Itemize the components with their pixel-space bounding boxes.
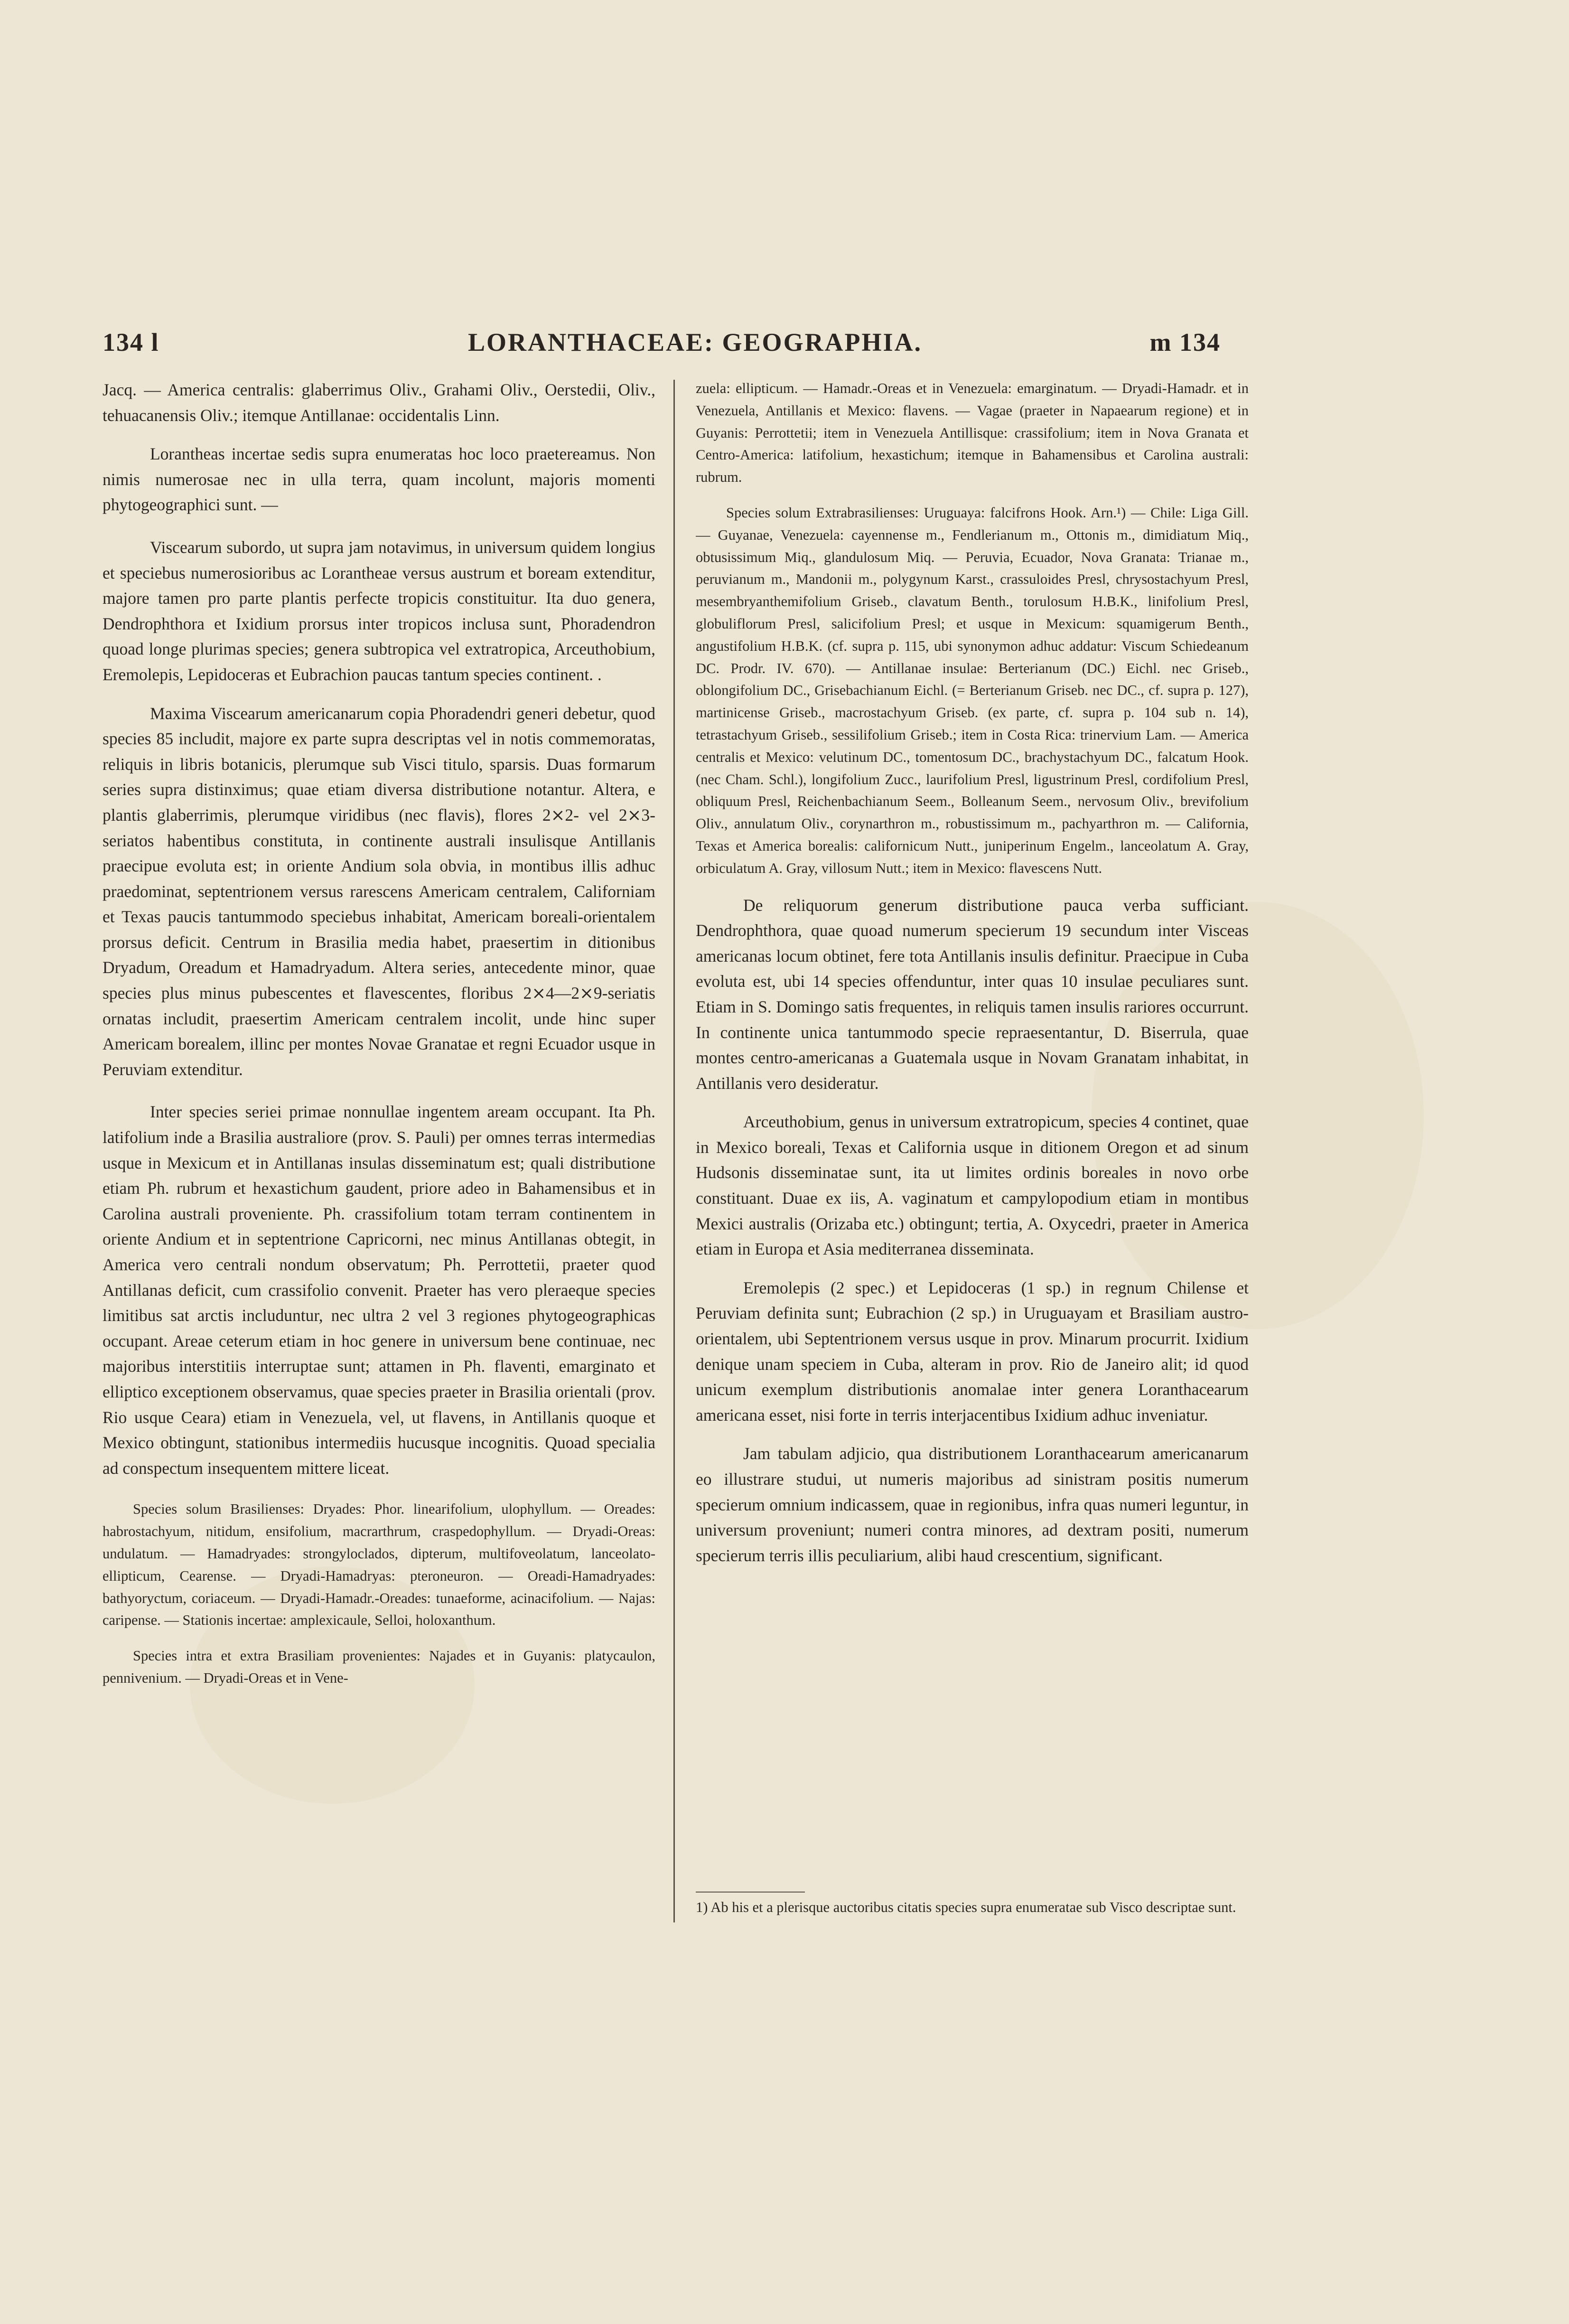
page-number-right: m 134 xyxy=(1149,328,1221,356)
footnote-rule xyxy=(696,1892,805,1893)
species-list: zuela: ellipticum. — Hamadr.-Oreas et in Venezuela: emarginatum. — Dryadi-Hamadr. et in Venezuela, Antillanis et Mexico: flavens. — Vagae (praeter in Napaearum regione) et in Guyanis: Perrottetii; item in Venezuela Antillisque: crassifolium; item in Nova Granata et Centro-America: latifolium, hexastichum; itemque in Bahamensibus et Carolina australi: rubrum. xyxy=(696,380,1249,486)
running-header xyxy=(103,328,1221,365)
paragraph: De reliquorum generum distributione pauca verba sufficiant. Dendrophthora, quae quoad numerum specierum 19 secundum inter Visceas americanas locum obtinet, fere tota Antillanis insulis definitur. Praecipue in Cuba evoluta est, ubi 14 species offenduntur, inter quas 10 insulae peculiares sunt. Etiam in S. Domingo satis frequentes, in reliquis tamen insulis rariores occurrunt. In continente unica tantummodo specie repraesentantur, D. Biserrula, quae montes centro-americanas a Guatemala usque in Novam Granatam inhabitat, in Antillanis vero desideratur. xyxy=(696,895,1249,1093)
page-title: LORANTHACEAE: GEOGRAPHIA. xyxy=(468,328,923,356)
paragraph: Arceuthobium, genus in universum extratropicum, species 4 continet, quae in Mexico boreali, Texas et California usque in ditionem Oregon et ad sinum Hudsonis disseminatae sunt, ita ut limites ordinis boreales in novo orbe constituant. Duae ex iis, A. vaginatum et campylopodium etiam in montibus Mexici australis (Orizaba etc.) obtingunt; tertia, A. Oxycedri, praeter in America etiam in Europa et Asia mediterranea disseminata. xyxy=(696,1112,1249,1259)
paragraph: Maxima Viscearum americanarum copia Phoradendri generi debetur, quod species 85 includit, majore ex parte supra descriptas vel in notis commemoratas, reliquis in libris botanicis, plerumque sub Visci titulo, sparsis. Duas formarum series supra distinximus; quae etiam diversa distributione notantur. Altera, e plantis glaberrimis, plerumque viridibus (nec flavis), flores 2⨯2- vel 2⨯3-seriatos habentibus constituta, in continente australi insulisque Antillanis praecipue evoluta est; in oriente Andium sola obvia, in montibus illis adhuc praedominat, septentrionem versus rarescens Americam centralem, Californiam et Texas paucis tantummodo speciebus inhabitat, Americam boreali-orientalem prorsus deficit. Centrum in Brasilia media habet, praesertim in ditionibus Dryadum, Oreadum et Hamadryadum. Altera series, antecedente minor, quae species plus minus pubescentes et flavescentes, floribus 2⨯4—2⨯9-seriatis ornatas includit, praesertim Americam centralem incolit, unde hinc super Americam borealem, illinc per montes Novae Granatae et regni Ecuador usque in Peruviam extenditur. xyxy=(103,703,655,1079)
paragraph: Lorantheas incertae sedis supra enumeratas hoc loco praetereamus. Non nimis numerosae nec in ulla terra, quam incolunt, majoris momenti phytogeographici sunt. — xyxy=(103,444,655,515)
species-list: Species intra et extra Brasiliam provenientes: Najades et in Guyanis: platycaulon, pennivenium. — Dryadi-Oreas et in Vene- xyxy=(103,1648,655,1686)
paragraph: Viscearum subordo, ut supra jam notavimus, in universum quidem longius et speciebus numerosioribus ac Lorantheae versus austrum et boream extenditur, majore tamen pro parte plantis perfecte tropicis constituitur. Ita duo genera, Dendrophthora et Ixidium prorsus inter tropicos inclusa sunt, Phoradendron quoad longe plurimas species; genera subtropica vel extratropica, Arceuthobium, Eremolepis, Lepidoceras et Eubrachion paucas tantum species continent. . xyxy=(103,537,655,684)
paragraph: Jam tabulam adjicio, qua distributionem Loranthacearum americanarum eo illustrare studui, ut numeris majoribus ad sinistram positis numerum specierum omnium indicassem, quae in regionibus, infra quas numeri leguntur, in universum proveniunt; numeri contra minores, ad dextram positi, numerum specierum terris illis peculiarium, alibi haud crescentium, significant. xyxy=(696,1444,1249,1565)
paragraph: Inter species seriei primae nonnullae ingentem aream occupant. Ita Ph. latifolium inde a Brasilia australiore (prov. S. Pauli) per omnes terras intermedias usque in Mexicum et in Antillanas insulas disseminatum est; quali distributione etiam Ph. rubrum et hexastichum gaudent, priore adeo in Bahamensibus et in Carolina australi proveniente. Ph. crassifolium totam terram continentem in oriente Andium et in septentrione Capricorni, nec minus Antillanas obtegit, in America vero centrali nondum observatum; Ph. Perrottetii, praeter quod Antillanas deficit, cum crassifolio convenit. Praeter has vero pleraeque species limitibus sat arctis includuntur, nec ultra 2 vel 3 regiones phytogeographicas occupant. Areae ceterum etiam in hoc genere in universum bene continuae, nec majoribus interstitiis interruptae sunt; attamen in Ph. flaventi, emarginato et elliptico exceptionem observamus, quae species praeter in Brasilia orientali (prov. Rio usque Ceara) etiam in Venezuela, vel, ut flavens, in Antillanis quoque et Mexico obtingunt, stationibus intermediis hucusque incognitis. Quoad specialia ad conspectum insequentem mittere liceat. xyxy=(103,1102,655,1478)
paragraph: Jacq. — America centralis: glaberrimus Oliv., Grahami Oliv., Oerstedii, Oliv., tehuacanensis Oliv.; itemque Antillanae: occidentalis Linn. xyxy=(103,380,655,425)
page-number-left: 134 l xyxy=(103,328,159,356)
species-list: Species solum Extrabrasilienses: Uruguaya: falcifrons Hook. Arn.¹) — Chile: Liga Gill. — Guyanae, Venezuela: cayennense m., Fendlerianum m., Ottonis m., dimidiatum Miq., obtusissimum Miq., glandulosum Miq. — Peruvia, Ecuador, Nova Granata: Trianae m., peruvianum m., Mandonii m., polygynum Karst., crassuloides Presl, chrysostachyum Presl, mesembryanthemifolium Griseb., clavatum Benth., torulosum H.B.K., linifolium Presl, globuliflorum Presl, salicifolium Presl; et usque in Mexicum: squamigerum Benth., angustifolium H.B.K. (cf. supra p. 115, ubi synonymon adhuc addatur: Viscum Schiedeanum DC. Prodr. IV. 670). — Antillanae insulae: Berterianum (DC.) Eichl. nec Griseb., oblongifolium DC., Grisebachianum Eichl. (= Berterianum Griseb. nec DC., cf. supra p. 127), martinicense Griseb., macrostachyum Griseb. (ex parte, cf. supra p. 104 sub n. 14), tetrastachyum Griseb., sessilifolium Griseb.; item in Costa Rica: trinervium Lam. — America centralis et Mexico: velutinum DC., tomentosum DC., brachystachyum DC., falcatum Hook. (nec Cham. Schl.), longifolium Zucc., laurifolium Presl, ligustrinum Presl, cordifolium Presl, obliquum Presl, Reichenbachianum Seem., Bolleanum Seem., nervosum Oliv., brevifolium Oliv., annulatum Oliv., corynarthron m., robustissimum m., pachyarthron m. — California, Texas et America borealis: californicum Nutt., juniperinum Engelm., lanceolatum A. Gray, orbiculatum A. Gray, villosum Nutt.; item in Mexico: flavescens Nutt. xyxy=(696,504,1249,876)
species-list: Species solum Brasilienses: Dryades: Phor. linearifolium, ulophyllum. — Oreades: habrostachyum, nitidum, ensifolium, macrarthrum, craspedophyllum. — Dryadi-Oreas: undulatum. — Hamadryades: strongyloclados, dipterum, multifoveolatum, lanceolato-ellipticum, Cearense. — Dryadi-Hamadryas: pteroneuron. — Oreadi-Hamadryades: bathyoryctum, coriaceum. — Dryadi-Hamadr.-Oreades: tunaeforme, acinacifolium. — Najas: caripense. — Stationis incertae: amplexicaule, Selloi, holoxanthum. xyxy=(103,1501,655,1629)
footnote: 1) Ab his et a plerisque auctoribus citatis species supra enumeratae sub Visco descriptae sunt. xyxy=(696,1899,1236,1915)
paragraph: Eremolepis (2 spec.) et Lepidoceras (1 sp.) in regnum Chilense et Peruviam definita sunt; Eubrachion (2 sp.) in Uruguayam et Brasiliam austro-orientalem, ubi Septentrionem versus usque in prov. Minarum procurrit. Ixidium denique unam speciem in Cuba, alteram in prov. Rio de Janeiro alit; id quod unicum exemplum distributionis anomalae inter genera Loranthacearum americana esset, nisi forte in terris interjacentibus Ixidium adhuc inveniatur. xyxy=(696,1278,1249,1424)
right-column xyxy=(696,377,1249,1939)
left-column xyxy=(103,377,655,1939)
column-divider xyxy=(673,380,675,1922)
